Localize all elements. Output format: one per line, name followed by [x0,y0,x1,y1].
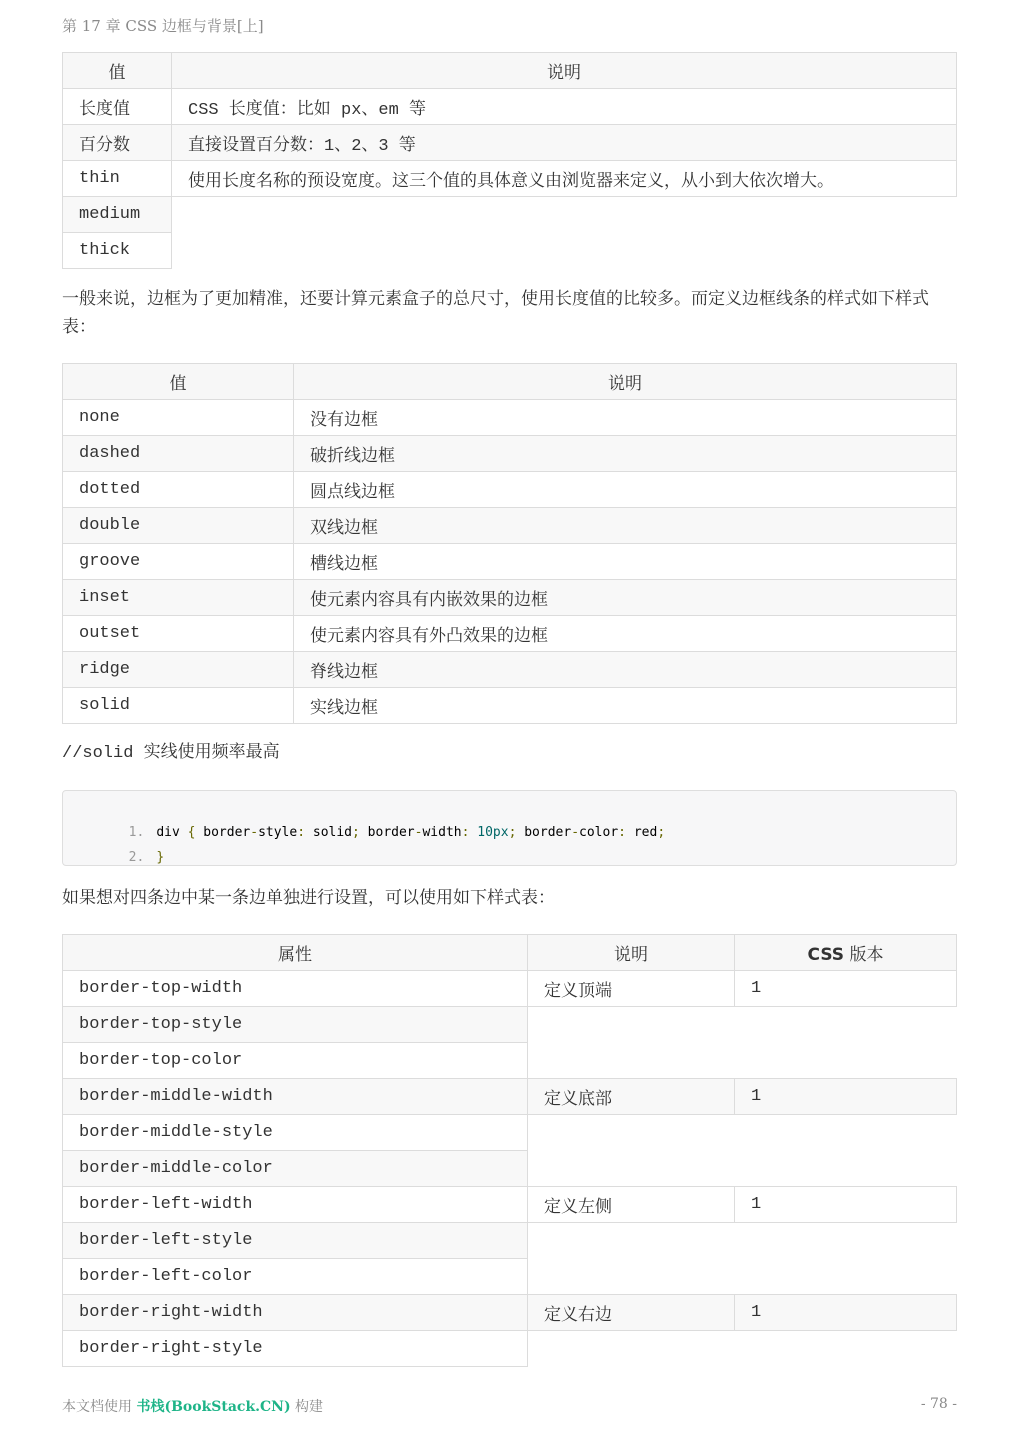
code-token: border [516,825,572,840]
paragraph-solid-note: //solid 实线使用频率最高 [62,744,280,763]
header-css-version [735,935,957,971]
cell-property: border-middle-color [63,1151,528,1187]
code-token: style [258,825,298,840]
cell-description: 定义顶端 [528,971,735,1007]
table-row [63,436,957,472]
cell-description: 槽线边框 [294,544,957,580]
cell-description: 双线边框 [294,508,957,544]
cell-property: border-right-style [63,1331,528,1367]
table-row [63,161,957,197]
table-header-row [63,364,957,400]
cell-value: 长度值 [63,89,172,125]
header-css: CSS [807,945,845,965]
code-token: solid [305,825,353,840]
code-token: ; [508,825,517,840]
header-property: 属性 [63,935,528,971]
table-row [63,1007,957,1043]
table-header-row [63,53,957,89]
cell-description: 使元素内容具有外凸效果的边框 [294,616,957,652]
header-version: 版本 [849,945,884,965]
cell-description: 圆点线边框 [294,472,957,508]
cell-property: border-middle-style [63,1115,528,1151]
code-token: color [579,825,619,840]
cell-version: 1 [735,1187,957,1223]
page-header: 第 17 章 CSS 边框与背景[上] [62,17,264,35]
table-row [63,1151,957,1187]
code-token: border [195,825,251,840]
header-value: 值 [63,364,294,400]
cell-value: inset [63,580,294,616]
code-token: ; [657,825,666,840]
table-row [63,616,957,652]
table-row [63,652,957,688]
code-token: : [297,825,306,840]
code-token: width [422,825,462,840]
paragraph-border-style-intro: 一般来说，边框为了更加精准，还要计算元素盒子的总尺寸，使用长度值的比较多。而定义边框线条的样式如下样式表： [62,289,929,337]
cell-value: none [63,400,294,436]
empty-cell [528,1223,957,1259]
line-number: 1. [128,825,145,840]
border-style-table [62,363,957,724]
cell-property: border-left-style [63,1223,528,1259]
table-row [63,1115,957,1151]
cell-property: border-top-style [63,1007,528,1043]
code-token: : [618,825,626,840]
empty-cell [172,233,957,269]
cell-property: border-top-color [63,1043,528,1079]
cell-description: 使用长度名称的预设宽度。这三个值的具体意义由浏览器来定义，从小到大依次增大。 [172,161,957,197]
code-token: - [414,825,423,840]
table-row [63,971,957,1007]
cell-value: groove [63,544,294,580]
code-token: border [359,825,415,840]
table-row [63,580,957,616]
empty-cell [528,1331,957,1367]
page-number: - 78 - [920,1396,957,1412]
code-token: : [461,825,470,840]
cell-description: 定义右边 [528,1295,735,1331]
cell-description: 使元素内容具有内嵌效果的边框 [294,580,957,616]
empty-cell [528,1151,957,1187]
cell-version: 1 [735,1295,957,1331]
border-width-table [62,52,957,269]
table-row [63,233,957,269]
table-row [63,688,957,724]
footer-credit [62,1396,323,1416]
code-token: 10px [469,825,509,840]
table-row [63,544,957,580]
code-token: { [179,825,196,840]
code-line [63,803,666,840]
code-token: ; [352,825,360,840]
header-description: 说明 [294,364,957,400]
code-token: - [571,825,580,840]
header-value: 值 [63,53,172,89]
empty-cell [528,1007,957,1043]
table-row [63,1043,957,1079]
cell-description: 实线边框 [294,688,957,724]
cell-value: 百分数 [63,125,172,161]
cell-version: 1 [735,1079,957,1115]
cell-description: 直接设置百分数：1、2、3 等 [172,125,957,161]
cell-value: medium [63,197,172,233]
table-row [63,1331,957,1367]
cell-version: 1 [735,971,957,1007]
empty-cell [528,1115,957,1151]
table-row [63,1079,957,1115]
table-row [63,1259,957,1295]
cell-property: border-middle-width [63,1079,528,1115]
table-row [63,472,957,508]
empty-cell [172,197,957,233]
table-row [63,1223,957,1259]
cell-description: 脊线边框 [294,652,957,688]
header-description: 说明 [172,53,957,89]
cell-property: border-left-width [63,1187,528,1223]
cell-property: border-right-width [63,1295,528,1331]
table-row [63,1187,957,1223]
cell-value: solid [63,688,294,724]
cell-description: 定义左侧 [528,1187,735,1223]
table-row [63,89,957,125]
cell-value: dotted [63,472,294,508]
cell-description: 破折线边框 [294,436,957,472]
table-row [63,508,957,544]
cell-description: 没有边框 [294,400,957,436]
table-row [63,1295,957,1331]
code-line [63,828,165,865]
cell-value: dashed [63,436,294,472]
cell-value: outset [63,616,294,652]
footer-prefix: 本文档使用 [62,1399,137,1415]
empty-cell [528,1043,957,1079]
code-token: - [250,825,259,840]
footer-brand-link[interactable]: 书栈(BookStack.CN) [136,1399,291,1415]
cell-property: border-top-width [63,971,528,1007]
header-description: 说明 [528,935,735,971]
cell-description: CSS 长度值：比如 px、em 等 [172,89,957,125]
line-number: 2. [128,850,145,865]
code-token: div [156,825,180,840]
cell-value: thin [63,161,172,197]
cell-description: 定义底部 [528,1079,735,1115]
empty-cell [528,1259,957,1295]
table-row [63,400,957,436]
paragraph-single-side-intro: 如果想对四条边中某一条边单独进行设置，可以使用如下样式表： [62,888,555,908]
code-token: } [156,850,165,865]
table-row [63,197,957,233]
cell-property: border-left-color [63,1259,528,1295]
cell-value: thick [63,233,172,269]
footer-suffix: 构建 [290,1399,324,1415]
code-block [62,790,957,866]
border-side-properties-table [62,934,957,1367]
code-token: red [626,825,658,840]
table-row [63,125,957,161]
cell-value: double [63,508,294,544]
table-header-row [63,935,957,971]
cell-value: ridge [63,652,294,688]
